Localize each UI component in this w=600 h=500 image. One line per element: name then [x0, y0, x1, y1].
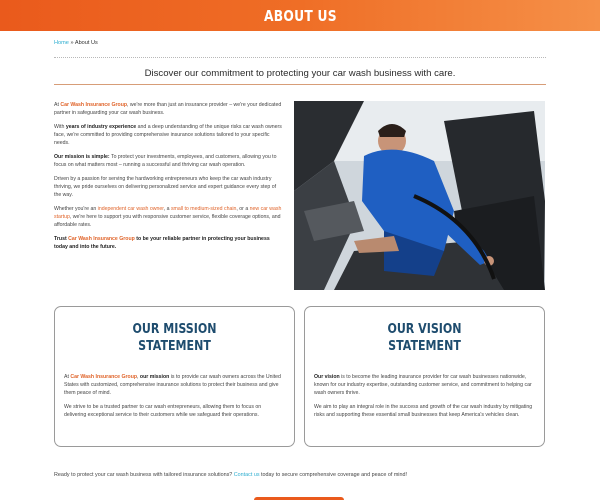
brand-name: Car Wash Insurance Group: [68, 236, 135, 242]
vision-title: OUR VISION STATEMENT: [387, 322, 462, 354]
contact-us-link[interactable]: Contact us: [233, 472, 260, 478]
intro-text: [54, 101, 284, 257]
startup-link[interactable]: new car wash startup: [54, 206, 282, 220]
headline-underline: [54, 84, 546, 85]
mission-title: OUR MISSION STATEMENT: [132, 322, 217, 354]
hero-banner: [0, 0, 600, 31]
vision-paragraph: We aim to play an integral role in the success and growth of the car wash industry by mitigating risks and supporting these essential small businesses that keep America's vehicles clean.: [314, 404, 533, 418]
car-cleaning-photo: [294, 101, 545, 290]
independent-owner-link[interactable]: independent car wash owner: [97, 206, 164, 212]
vision-card: [304, 306, 545, 447]
intro-paragraph: At Car Wash Insurance Group, we're more than just an insurance provider – we're your dedicated partner in safeguarding your car wash business.: [54, 102, 282, 116]
dotted-divider: [54, 57, 546, 58]
mission-card: [54, 306, 295, 447]
breadcrumb-home-link[interactable]: Home: [54, 40, 69, 46]
breadcrumb-current: About Us: [74, 40, 98, 46]
cta-text: Ready to protect your car wash business with tailored insurance solutions? Contact us today to secure comprehensive coverage and peace of mind!: [54, 472, 407, 478]
breadcrumb: [54, 40, 98, 46]
intro-paragraph: Trust Car Wash Insurance Group to be your reliable partner in protecting your business today and into the future.: [54, 236, 270, 250]
mission-paragraph: We strive to be a trusted partner to car wash entrepreneurs, allowing them to focus on delivering exceptional service to their customers while we safeguard their operations.: [64, 404, 262, 418]
chain-link[interactable]: small to medium-sized chain: [170, 206, 237, 212]
breadcrumb-separator: »: [68, 40, 75, 46]
brand-name: Car Wash Insurance Group: [60, 102, 128, 108]
intro-paragraph: With years of industry experience and a deep understanding of the unique risks car wash owners face, we're committed to providing comprehensive insurance solutions tailored to your specific needs.: [54, 124, 282, 146]
brand-name: Car Wash Insurance Group: [70, 374, 138, 380]
section-headline: Discover our commitment to protecting your car wash business with care.: [144, 68, 456, 79]
mission-paragraph: At Car Wash Insurance Group, our mission is to provide car wash owners across the United States with customized, comprehensive insurance solutions to protect their business and give them peace of mind.: [64, 374, 281, 396]
page-title: ABOUT US: [263, 6, 337, 25]
intro-paragraph: Our mission is simple: To protect your investments, employees, and customers, allowing you to focus on what matters most – running a successful and thriving car wash operation.: [54, 154, 277, 168]
vision-paragraph: Our vision is to become the leading insurance provider for car wash businesses nationwide, known for our industry expertise, outstanding customer service, and commitment to helping car wash owners thrive.: [314, 374, 532, 396]
intro-paragraph: Driven by a passion for serving the hardworking entrepreneurs who keep the car wash industry thriving, we pride ourselves on delivering personalized service and expert guidance every step of the way.: [54, 176, 277, 198]
intro-paragraph: Whether you're an independent car wash owner, a small to medium-sized chain, or a new car wash startup, we're here to support you with responsive customer service, flexible coverage options, and affordable rates.: [54, 206, 282, 228]
